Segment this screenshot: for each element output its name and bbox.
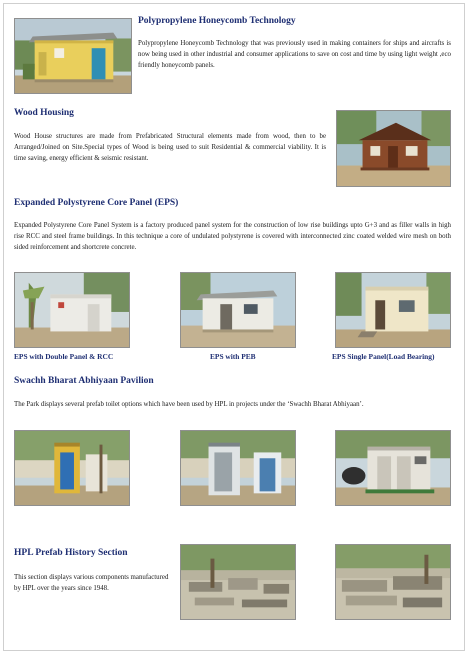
eps-caption-1: EPS with Double Panel & RCC — [14, 352, 114, 361]
honeycomb-cabin-photo — [14, 18, 132, 94]
eps-peb-photo — [180, 272, 296, 348]
history-photo-2 — [335, 544, 451, 620]
eps-text: Expanded Polystyrene Core Panel System is a factory produced panel system for the construction of low rise buildings upto G+3 and as filler walls in high rise RCC and steel frame buildings. In this technique a core of undulated polystyrene is covered with interconnected zinc coated welded wire mesh on both sided reinforcement and shortcrete concrete. — [14, 222, 451, 252]
history-title: HPL Prefab History Section — [14, 548, 128, 558]
eps-caption-2: EPS with PEB — [210, 352, 256, 361]
eps-single-panel-photo — [335, 272, 451, 348]
wood-title: Wood Housing — [14, 108, 74, 118]
honeycomb-text: Polypropylene Honeycomb Technology that was previously used in making containers for ships and aircrafts is now being used in other industrial and consumer applications to save on cost and time by using light weight ,eco friendly honeycomb panels. — [138, 40, 451, 70]
swachh-title: Swachh Bharat Abhiyaan Pavilion — [14, 376, 154, 386]
eps-caption-3: EPS Single Panel(Load Bearing) — [332, 352, 435, 361]
wood-house-photo — [336, 110, 451, 187]
history-photo-1 — [180, 544, 296, 620]
honeycomb-title: Polypropylene Honeycomb Technology — [138, 16, 296, 26]
history-text: This section displays various components manufactured by HPL over the years since 1948. — [14, 574, 169, 593]
swachh-text: The Park displays several prefab toilet options which have been used by HPL in projects under the ‘Swachh Bharat Abhiyaan’. — [14, 401, 364, 408]
toilet-photo-2 — [180, 430, 296, 506]
toilet-photo-1 — [14, 430, 130, 506]
wood-text: Wood House structures are made from Prefabricated Structural elements made from wood, then to be Arranged/Joined on Site.Special types of Wood is being used to suit Residential & commercial viability. It is time saving, energy efficient & seismic resistant. — [14, 133, 326, 163]
eps-double-panel-photo — [14, 272, 130, 348]
toilet-photo-3 — [335, 430, 451, 506]
eps-title: Expanded Polystyrene Core Panel (EPS) — [14, 198, 179, 208]
